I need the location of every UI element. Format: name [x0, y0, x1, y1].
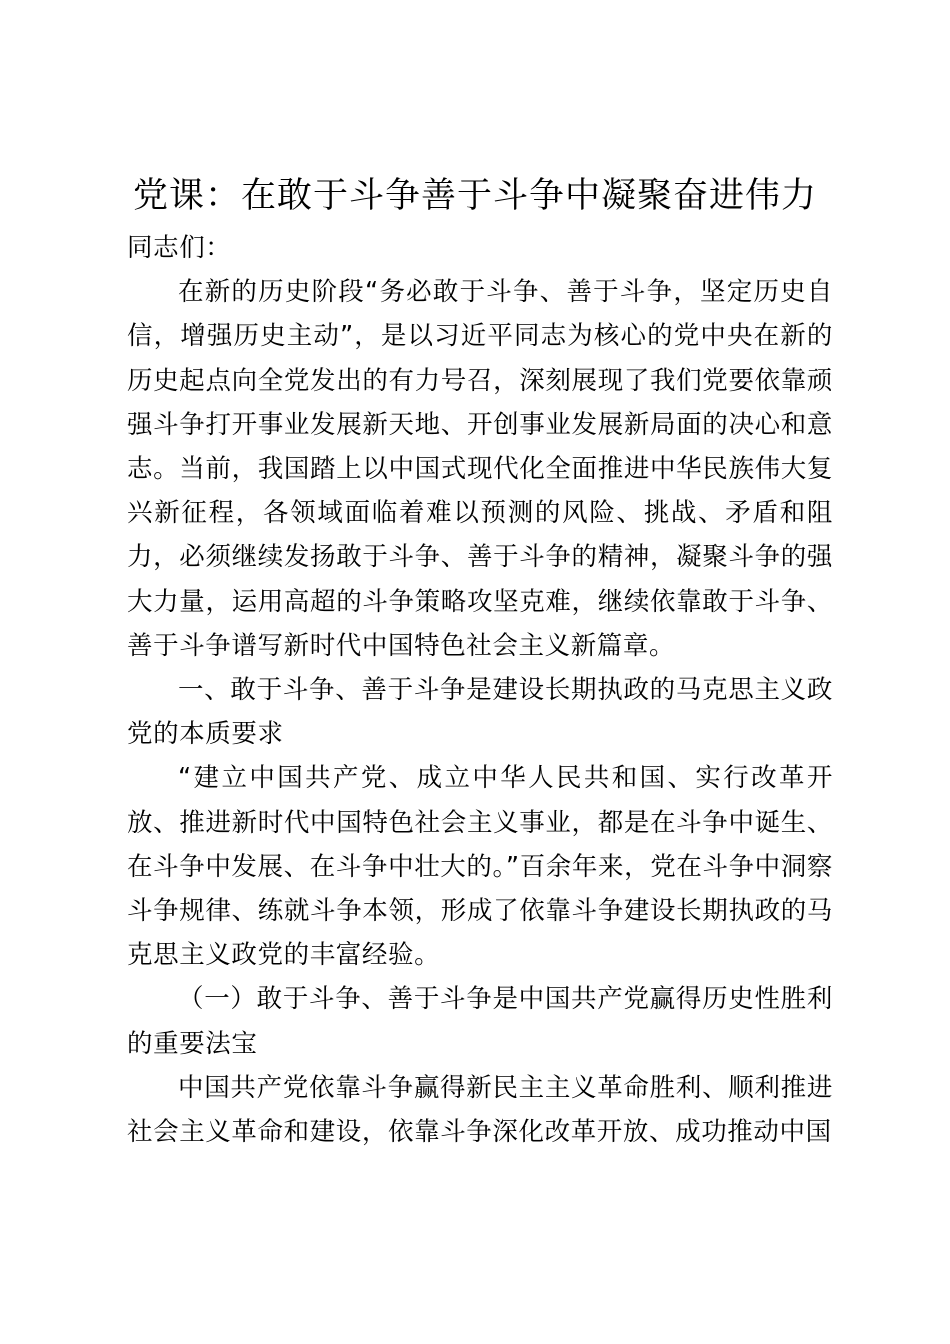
- paragraph-intro: 在新的历史阶段“务必敢于斗争、善于斗争，坚定历史自信，增强历史主动”，是以习近平同志为核心的党中央在新的历史起点向全党发出的有力号召，深刻展现了我们党要依靠顽强斗争打开事业发展新天地、开创事业发展新局面的决心和意志。当前，我国踏上以中国式现代化全面推进中华民族伟大复兴新征程，各领域面临着难以预测的风险、挑战、矛盾和阻力，必须继续发扬敢于斗争、善于斗争的精神，凝聚斗争的强大力量，运用高超的斗争策略攻坚克难，继续依靠敢于斗争、善于斗争谱写新时代中国特色社会主义新篇章。: [127, 277, 833, 661]
- paragraph-history: 中国共产党依靠斗争赢得新民主主义革命胜利、顺利推进社会主义革命和建设，依靠斗争深化改革开放、成功推动中国: [127, 1072, 833, 1148]
- section-heading-1: 一、敢于斗争、善于斗争是建设长期执政的马克思主义政党的本质要求: [127, 675, 833, 750]
- document-title: 党课：在敢于斗争善于斗争中凝聚奋进伟力: [132, 176, 817, 216]
- salutation: 同志们：: [127, 233, 232, 263]
- document-body: [127, 226, 833, 1154]
- paragraph-quote: “建立中国共产党、成立中华人民共和国、实行改革开放、推进新时代中国特色社会主义事业，都是在斗争中诞生、在斗争中发展、在斗争中壮大的。”百余年来，党在斗争中洞察斗争规律、练就斗争本领，形成了依靠斗争建设长期执政的马克思主义政党的丰富经验。: [127, 763, 833, 971]
- subsection-heading-1-1: （一）敢于斗争、善于斗争是中国共产党赢得历史性胜利的重要法宝: [127, 984, 833, 1059]
